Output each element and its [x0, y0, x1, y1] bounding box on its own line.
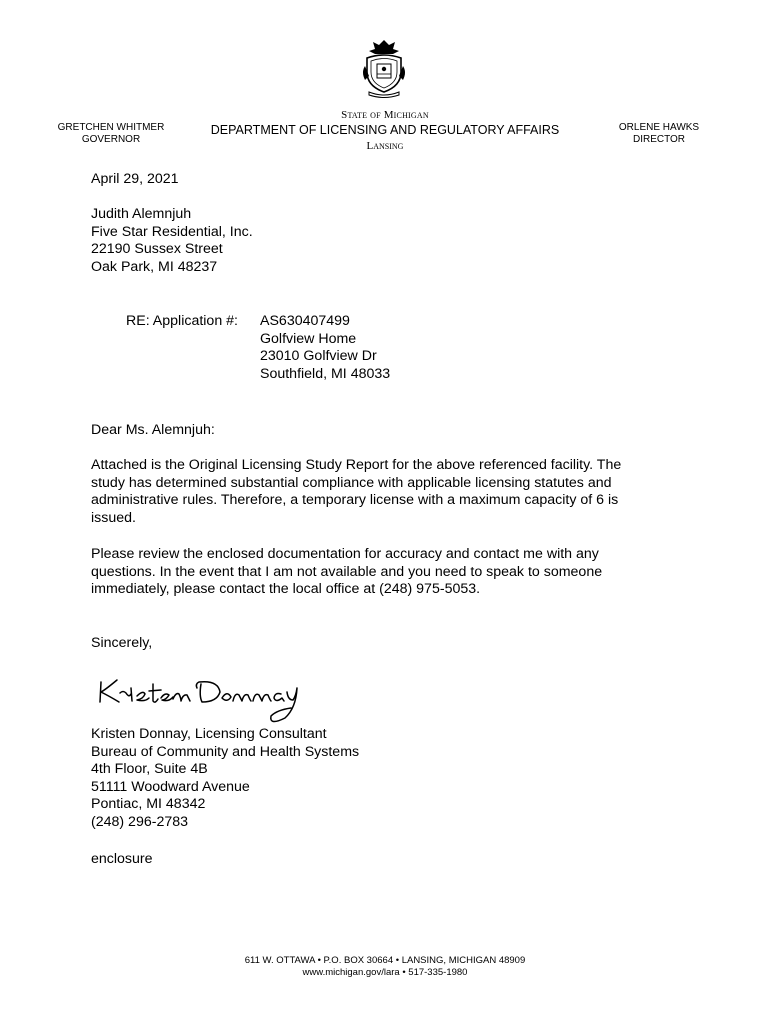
recipient-line: Five Star Residential, Inc. — [91, 223, 253, 240]
paragraph-1 — [91, 457, 691, 527]
recipient-address — [91, 206, 253, 276]
sender-name-title: Kristen Donnay, Licensing Consultant — [91, 726, 327, 742]
director-title: DIRECTOR — [632, 134, 686, 145]
governor-title: GOVERNOR — [81, 134, 141, 145]
department-header — [190, 108, 580, 153]
sender-block — [91, 726, 359, 831]
paragraph-line: issued. — [91, 509, 136, 526]
paragraph-line: immediately, please contact the local office at (248) 975-5053. — [91, 581, 481, 597]
footer-address: 611 W. OTTAWA • P.O. BOX 30664 • LANSING, MICHIGAN 48909 — [244, 955, 526, 966]
sender-city: Pontiac, MI 48342 — [91, 796, 206, 812]
sender-suite: 4th Floor, Suite 4B — [91, 761, 208, 777]
state-name: State of Michigan — [341, 109, 429, 121]
sender-phone: (248) 296-2783 — [91, 813, 189, 830]
facility-name: Golfview Home — [260, 330, 357, 347]
paragraph-2 — [91, 546, 691, 599]
enclosure-note: enclosure — [91, 851, 153, 867]
letter-date: April 29, 2021 — [91, 171, 179, 187]
city-name: Lansing — [366, 140, 404, 152]
letter-footer — [0, 955, 770, 979]
recipient-line: Judith Alemnjuh — [91, 206, 192, 222]
director-block — [606, 122, 712, 146]
facility-street: 23010 Golfview Dr — [260, 348, 377, 364]
recipient-line: 22190 Sussex Street — [91, 241, 223, 257]
department-name: DEPARTMENT OF LICENSING AND REGULATORY AFFAIRS — [210, 123, 560, 137]
re-details — [260, 313, 390, 383]
sender-street: 51111 Woodward Avenue — [91, 778, 250, 795]
michigan-seal-icon — [359, 36, 409, 98]
sender-bureau: Bureau of Community and Health Systems — [91, 743, 360, 760]
recipient-line: Oak Park, MI 48237 — [91, 258, 218, 275]
governor-block — [50, 122, 172, 146]
facility-city: Southfield, MI 48033 — [260, 365, 391, 382]
footer-contact: www.michigan.gov/lara • 517-335-1980 — [302, 967, 468, 978]
paragraph-line: study has determined substantial compliance with applicable licensing statutes and — [91, 474, 612, 491]
re-label: RE: Application #: — [126, 313, 238, 329]
governor-name: GRETCHEN WHITMER — [57, 122, 165, 133]
salutation: Dear Ms. Alemnjuh: — [91, 422, 215, 438]
application-number: AS630407499 — [260, 313, 350, 329]
paragraph-line: Attached is the Original Licensing Study Report for the above referenced facility. The — [91, 457, 622, 473]
paragraph-line: questions. In the event that I am not available and you need to speak to someone — [91, 563, 603, 580]
handwritten-signature — [93, 668, 305, 730]
paragraph-line: administrative rules. Therefore, a temporary license with a maximum capacity of 6 is — [91, 492, 619, 508]
director-name: ORLENE HAWKS — [618, 122, 700, 133]
closing: Sincerely, — [91, 635, 153, 651]
paragraph-line: Please review the enclosed documentation for accuracy and contact me with any — [91, 546, 599, 562]
